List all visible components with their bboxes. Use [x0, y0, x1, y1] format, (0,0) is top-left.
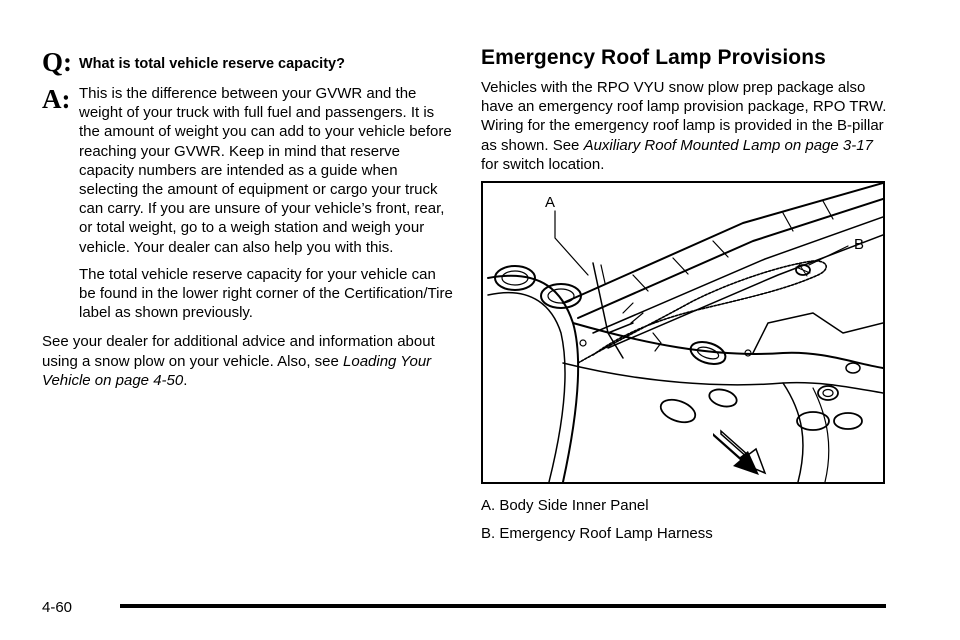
label-b: B [854, 236, 865, 253]
section-end: for switch location. [481, 155, 605, 173]
left-column [42, 47, 454, 390]
answer-row [42, 84, 454, 322]
right-column [481, 44, 893, 174]
loading-vehicle-reference[interactable]: Loading Your Vehicle on page 4-50 [42, 352, 432, 389]
front-direction-arrow [713, 431, 765, 475]
see-dealer-text: See your dealer for additional advice and information about using a snow plow on your vehicle. Also, see [42, 333, 435, 370]
question-row [42, 47, 454, 80]
figure-captions [481, 496, 885, 552]
section-heading: Emergency Roof Lamp Provisions [481, 46, 826, 69]
section-text: Vehicles with the RPO VYU snow plow prep package also have an emergency roof lamp provision package, RPO TRW. Wiring for the emergency roof lamp is provided in the B-pillar as shown. See [481, 79, 887, 154]
a-mark: A: [42, 84, 71, 114]
answer-paragraph-2: The total vehicle reserve capacity for your vehicle can be found in the lower right corner of the Certification/Tire label as shown previously. [79, 265, 453, 322]
auxiliary-lamp-reference[interactable]: Auxiliary Roof Mounted Lamp on page 3-17 [583, 136, 873, 154]
caption-a: A. Body Side Inner Panel [481, 497, 649, 514]
answer-paragraph-1: This is the difference between your GVWR and the weight of your truck with full fuel and passengers. It is the amount of weight you can add to your vehicle before reaching your GVWR. Keep in mind that reserve capacity numbers are intended as a guide when selecting the amount of equipment or cargo your truck can carry. If you are unsure of your vehicle’s front, rear, or total weight, go to a weigh station and weigh your vehicle. Your dealer can also help you with this. [79, 85, 452, 256]
footer-rule [120, 604, 886, 608]
section-paragraph [481, 78, 893, 174]
q-mark: Q: [42, 47, 72, 77]
see-dealer-end: . [183, 371, 188, 389]
label-a: A [545, 194, 556, 211]
caption-b: B. Emergency Roof Lamp Harness [481, 525, 713, 542]
roof-lamp-illustration [481, 181, 885, 484]
question-text: What is total vehicle reserve capacity? [79, 56, 345, 72]
page-number: 4-60 [42, 599, 73, 616]
roof-illustration-svg [483, 183, 883, 482]
see-dealer-paragraph [42, 332, 454, 390]
